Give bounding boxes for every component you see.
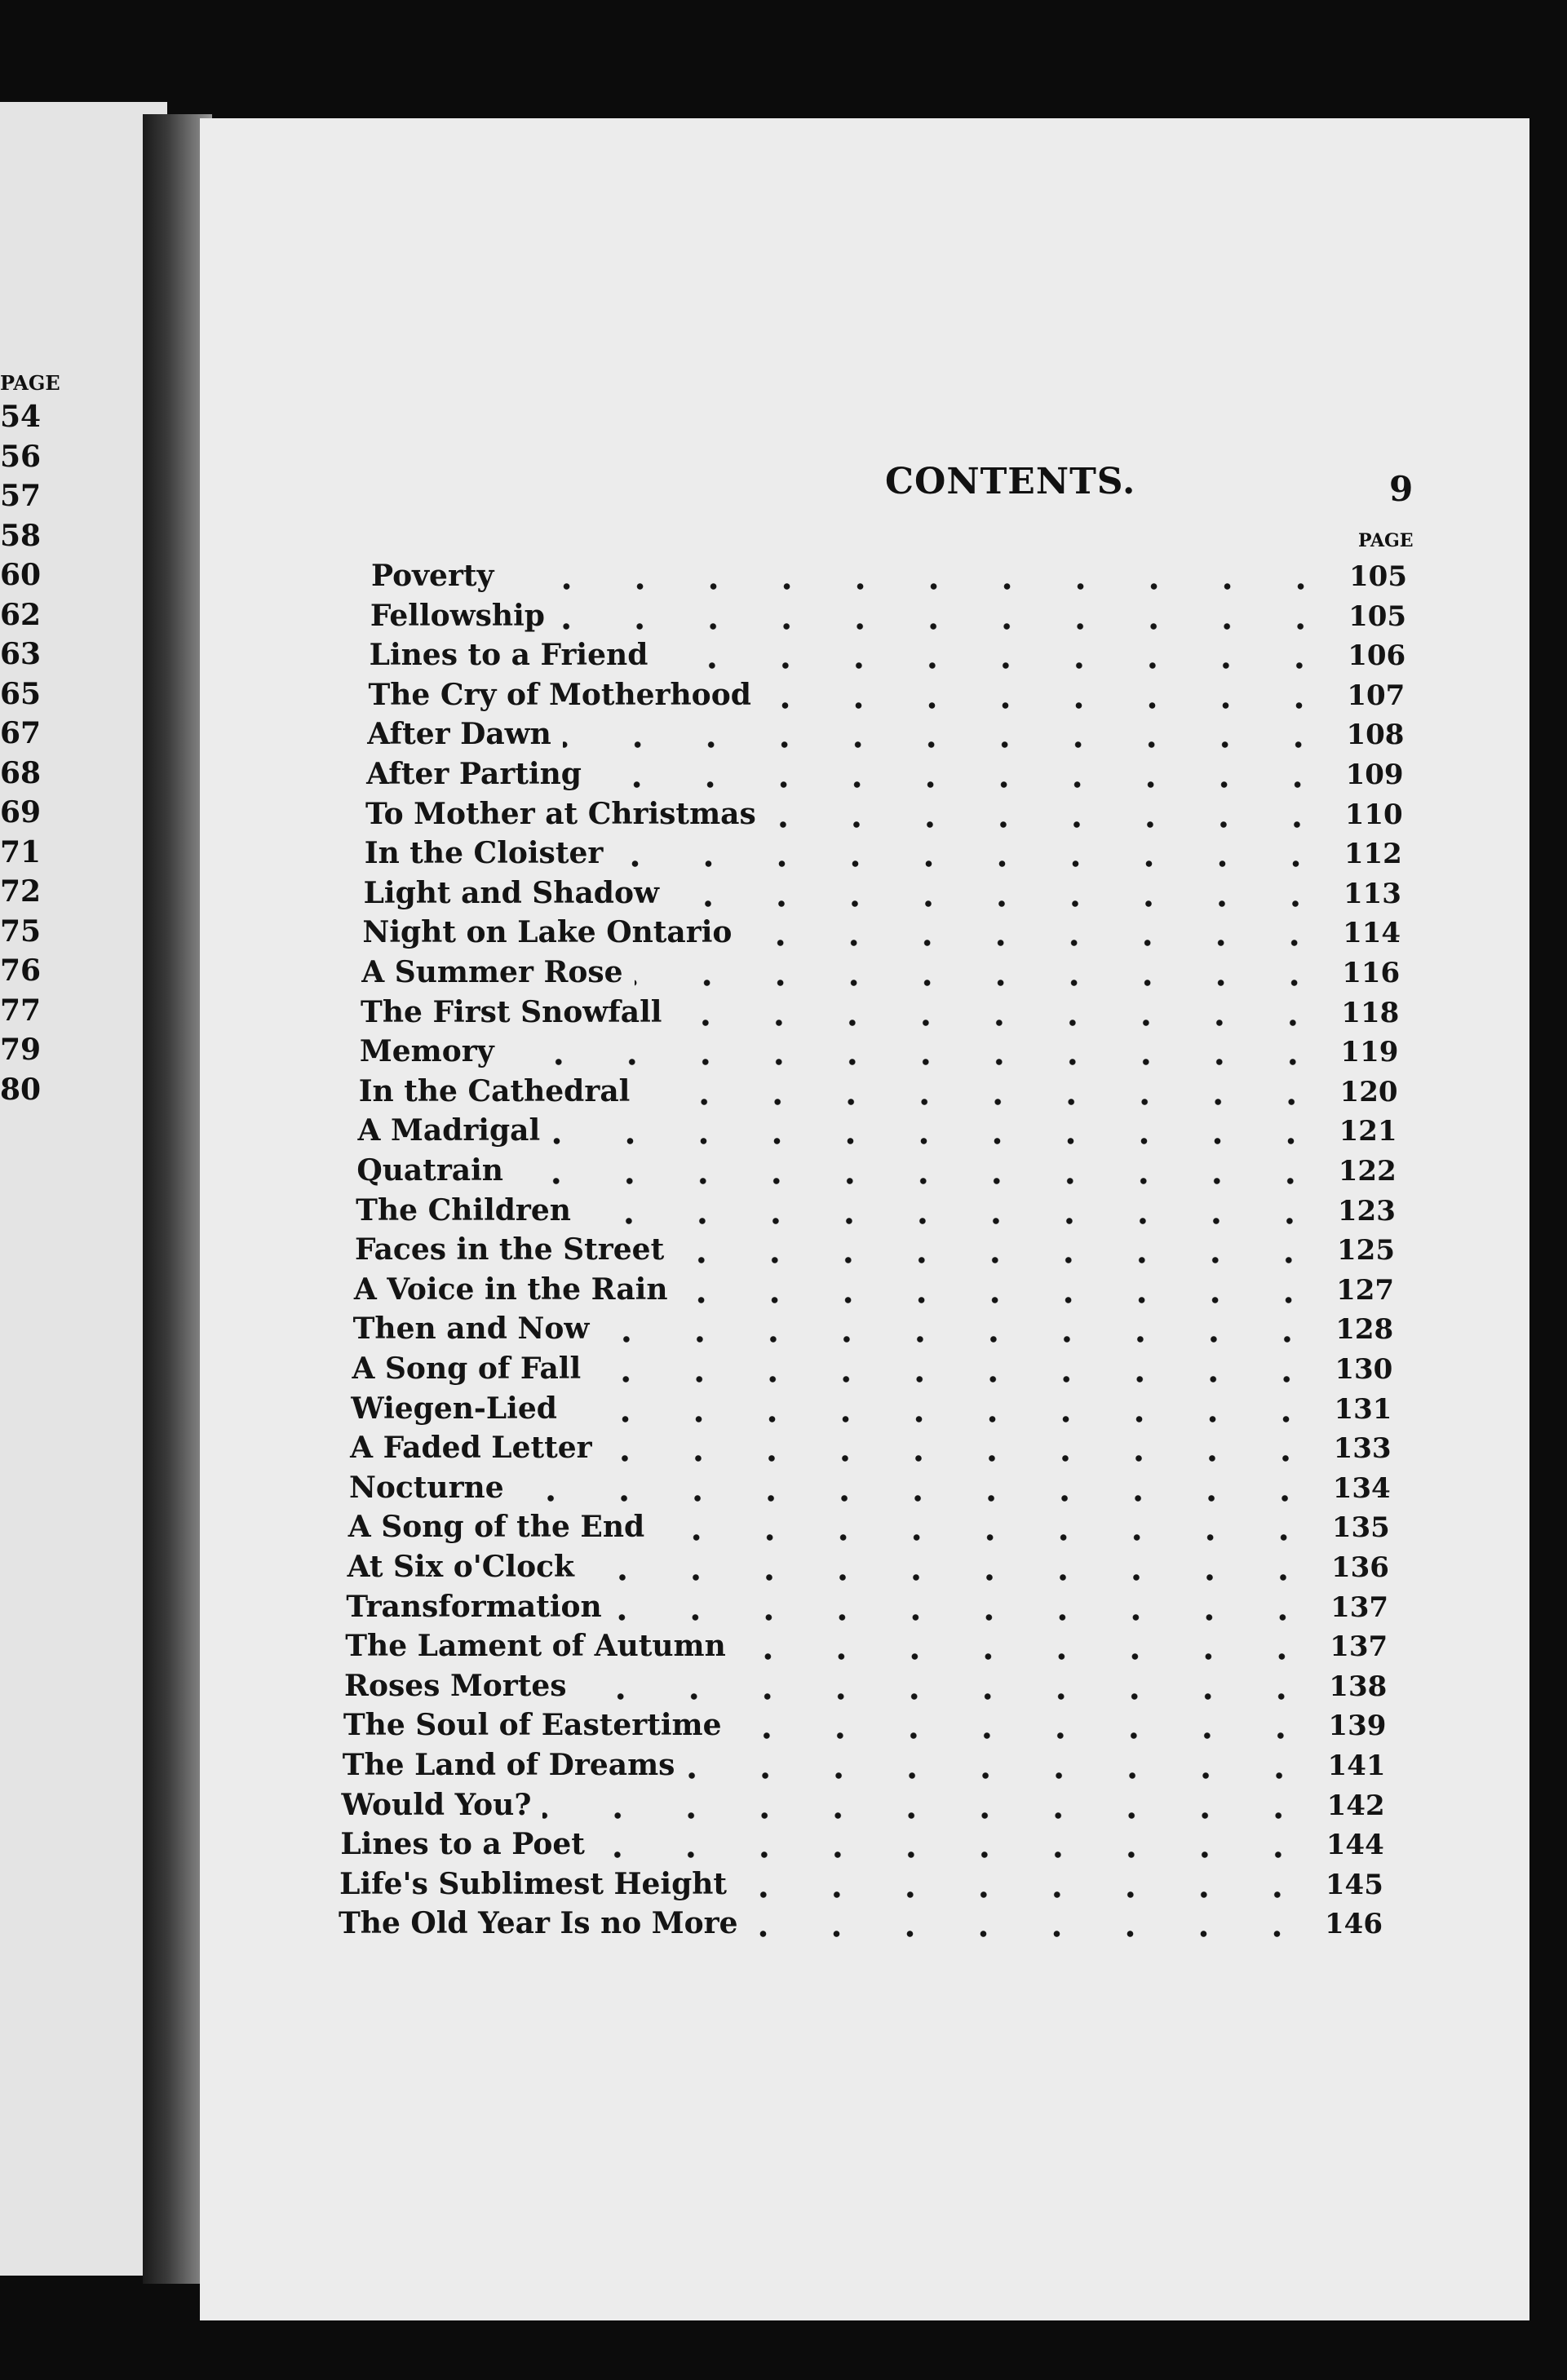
toc-entry-title: To Mother at Christmas (365, 796, 756, 831)
toc-entry[interactable] (345, 1629, 1388, 1668)
toc-entry-page: 121 (1339, 1115, 1397, 1148)
toc-entry[interactable] (362, 915, 1401, 954)
dot-leader (614, 860, 1332, 867)
left-page-number: 65 (0, 676, 42, 711)
left-page-number: 69 (0, 795, 42, 829)
dot-leader (750, 1931, 1313, 1937)
dot-leader (563, 741, 1335, 748)
toc-entry[interactable] (358, 1113, 1397, 1152)
dot-leader (569, 1416, 1323, 1422)
toc-entry-page: 116 (1342, 957, 1401, 989)
toc-entry-page: 107 (1347, 679, 1405, 712)
toc-entry-page: 138 (1329, 1670, 1388, 1703)
toc-entry-title: Lines to a Poet (340, 1827, 585, 1862)
dot-leader (679, 1297, 1326, 1303)
toc-entry-title: Transformation (346, 1589, 602, 1624)
toc-entry[interactable] (361, 995, 1399, 1034)
toc-entry-page: 133 (1333, 1432, 1392, 1466)
toc-entry[interactable] (339, 1867, 1383, 1906)
toc-entry[interactable] (356, 1153, 1396, 1192)
page-title: CONTENTS. (885, 461, 1136, 502)
dot-leader (515, 1178, 1327, 1184)
left-page-number: 60 (0, 558, 42, 592)
toc-entry-page: 122 (1338, 1155, 1397, 1188)
toc-entry[interactable] (356, 1193, 1396, 1232)
page-column-label: PAGE (1358, 530, 1414, 551)
toc-entry[interactable] (355, 1232, 1395, 1272)
toc-entry-page: 130 (1335, 1353, 1393, 1386)
toc-entry-title: A Faded Letter (350, 1431, 592, 1466)
left-page-number: 67 (0, 716, 42, 750)
toc-entry-title: Then and Now (352, 1312, 590, 1347)
toc-entry-title: The Soul of Eastertime (343, 1708, 722, 1743)
dot-leader (635, 980, 1331, 986)
toc-entry[interactable] (350, 1431, 1391, 1470)
toc-entry-title: The Land of Dreams (342, 1748, 675, 1782)
toc-entry-title: The First Snowfall (361, 994, 662, 1029)
toc-entry-page: 144 (1326, 1829, 1384, 1862)
toc-entry-page: 108 (1346, 719, 1405, 752)
dot-leader (733, 1732, 1317, 1739)
toc-entry-page: 109 (1345, 759, 1404, 791)
toc-entry-page: 145 (1325, 1868, 1383, 1901)
dot-leader (604, 1455, 1322, 1462)
dot-leader (551, 1138, 1327, 1144)
dot-leader (613, 1614, 1319, 1621)
dot-leader (737, 1653, 1318, 1660)
toc-entry-page: 136 (1330, 1551, 1389, 1584)
toc-entry-title: Nocturne (348, 1470, 504, 1505)
dot-leader (659, 662, 1336, 669)
right-page (200, 118, 1529, 2320)
toc-entry-title: Life's Sublimest Height (339, 1866, 728, 1901)
dot-leader (586, 1574, 1320, 1581)
dot-leader (673, 1020, 1330, 1026)
toc-entry[interactable] (360, 1034, 1399, 1073)
left-page-number: 56 (0, 439, 42, 474)
toc-entry-title: The Lament of Autumn (345, 1629, 726, 1664)
dot-leader (593, 781, 1335, 788)
toc-entry-title: Faces in the Street (355, 1232, 665, 1267)
toc-entry-title: Light and Shadow (363, 875, 659, 910)
dot-leader (768, 821, 1334, 828)
toc-entry-title: Quatrain (356, 1153, 503, 1188)
toc-entry[interactable] (351, 1391, 1392, 1431)
toc-entry[interactable] (365, 836, 1402, 875)
toc-entry-title: Memory (359, 1034, 494, 1069)
left-page-number: 75 (0, 914, 42, 949)
dot-leader (656, 1534, 1321, 1541)
toc-entry-page: 139 (1328, 1710, 1387, 1743)
toc-entry-page: 123 (1337, 1194, 1396, 1228)
left-page-number: 58 (0, 518, 42, 553)
toc-entry[interactable] (340, 1827, 1383, 1866)
toc-entry-title: A Summer Rose (361, 955, 623, 989)
dot-leader (505, 583, 1338, 590)
toc-entry-title: A Madrigal (357, 1113, 541, 1148)
dot-leader (596, 1851, 1315, 1858)
toc-entry[interactable] (347, 1550, 1389, 1589)
toc-entry-page: 142 (1326, 1789, 1385, 1822)
toc-entry-page: 112 (1343, 838, 1402, 871)
toc-entry[interactable] (368, 678, 1405, 717)
toc-entry-title: Wiegen-Lied (351, 1391, 557, 1426)
toc-entry[interactable] (348, 1510, 1390, 1549)
toc-entry-page: 106 (1348, 639, 1406, 673)
toc-entry-title: In the Cloister (364, 836, 604, 871)
toc-entry[interactable] (352, 1351, 1392, 1391)
toc-entry[interactable] (359, 1074, 1398, 1113)
toc-entry-page: 137 (1330, 1590, 1389, 1624)
toc-entry[interactable] (367, 717, 1404, 756)
toc-entry-page: 134 (1332, 1471, 1391, 1505)
dot-leader (743, 940, 1331, 946)
dot-leader (516, 1495, 1321, 1502)
toc-entry[interactable] (371, 559, 1407, 598)
toc-entry-title: A Voice in the Rain (353, 1272, 668, 1307)
toc-entry[interactable] (354, 1272, 1394, 1312)
dot-leader (506, 1059, 1330, 1065)
toc-entry-page: 125 (1337, 1234, 1395, 1267)
toc-entry-title: In the Cathedral (358, 1073, 631, 1108)
toc-entry[interactable] (364, 876, 1401, 915)
toc-entry-page: 113 (1343, 877, 1401, 910)
toc-entry[interactable] (343, 1708, 1387, 1747)
dot-leader (592, 1376, 1323, 1382)
toc-entry-title: A Song of the End (347, 1510, 645, 1545)
toc-entry-page: 146 (1325, 1908, 1383, 1941)
toc-entry-page: 118 (1341, 996, 1400, 1029)
toc-entry-page: 141 (1327, 1750, 1386, 1782)
dot-leader (686, 1772, 1316, 1779)
dot-leader (763, 702, 1335, 709)
toc-entry[interactable] (366, 757, 1403, 796)
toc-entry-page: 120 (1339, 1075, 1398, 1108)
toc-entry[interactable] (346, 1590, 1388, 1629)
left-page-header: PAGE (0, 371, 60, 395)
toc-entry-title: After Dawn (367, 717, 551, 752)
dot-leader (556, 623, 1337, 630)
toc-entry[interactable] (344, 1669, 1387, 1708)
left-page-number: 68 (0, 755, 42, 790)
left-page-number: 72 (0, 874, 42, 909)
toc-entry-page: 114 (1343, 917, 1401, 950)
left-page-number: 63 (0, 637, 42, 671)
dot-leader (582, 1218, 1326, 1224)
left-page-number: 54 (0, 400, 42, 434)
toc-entry-page: 135 (1331, 1511, 1390, 1545)
toc-entry[interactable] (370, 599, 1406, 638)
table-of-contents (200, 118, 1529, 2320)
toc-entry[interactable] (342, 1788, 1385, 1827)
left-page-number: 57 (0, 479, 42, 513)
toc-entry-title: Would You? (341, 1787, 532, 1822)
toc-entry[interactable] (353, 1312, 1394, 1351)
toc-entry-title: Night on Lake Ontario (362, 915, 733, 950)
toc-entry-page: 105 (1349, 560, 1407, 593)
dot-leader (600, 1336, 1324, 1343)
toc-entry[interactable] (339, 1906, 1383, 1945)
toc-entry-title: At Six o'Clock (347, 1550, 574, 1584)
toc-entry-title: A Song of Fall (352, 1351, 582, 1386)
toc-entry-page: 119 (1340, 1036, 1399, 1069)
dot-leader (641, 1099, 1328, 1105)
toc-entry-title: The Old Year Is no More (339, 1906, 738, 1941)
left-page-number: 80 (0, 1072, 42, 1107)
dot-leader (738, 1891, 1314, 1898)
dot-leader (578, 1693, 1318, 1700)
page-number: 9 (1389, 469, 1414, 509)
toc-entry-page: 110 (1344, 798, 1403, 831)
toc-entry-title: Poverty (371, 559, 494, 593)
toc-entry-page: 128 (1335, 1313, 1394, 1347)
left-page-number: 76 (0, 953, 42, 988)
toc-entry[interactable] (361, 955, 1400, 994)
toc-entry[interactable] (365, 797, 1403, 836)
dot-leader (671, 900, 1332, 907)
toc-entry[interactable] (343, 1748, 1386, 1787)
left-page-number: 71 (0, 834, 42, 869)
toc-entry-page: 131 (1334, 1392, 1392, 1426)
toc-entry-title: Roses Mortes (344, 1668, 567, 1703)
toc-entry-title: After Parting (366, 757, 582, 791)
left-page-number: 77 (0, 993, 42, 1028)
toc-entry-title: The Cry of Motherhood (368, 677, 751, 712)
left-page-number: 79 (0, 1033, 42, 1067)
toc-entry[interactable] (349, 1471, 1391, 1510)
toc-entry-title: Lines to a Friend (369, 638, 648, 673)
left-page-number: 62 (0, 597, 42, 632)
toc-entry-page: 137 (1330, 1630, 1388, 1664)
dot-leader (675, 1257, 1326, 1263)
toc-entry-title: Fellowship (370, 598, 545, 633)
toc-entry-title: The Children (356, 1192, 571, 1228)
dot-leader (542, 1812, 1315, 1819)
toc-entry[interactable] (370, 638, 1406, 677)
toc-entry-page: 105 (1348, 599, 1407, 633)
toc-entry-page: 127 (1336, 1273, 1395, 1307)
